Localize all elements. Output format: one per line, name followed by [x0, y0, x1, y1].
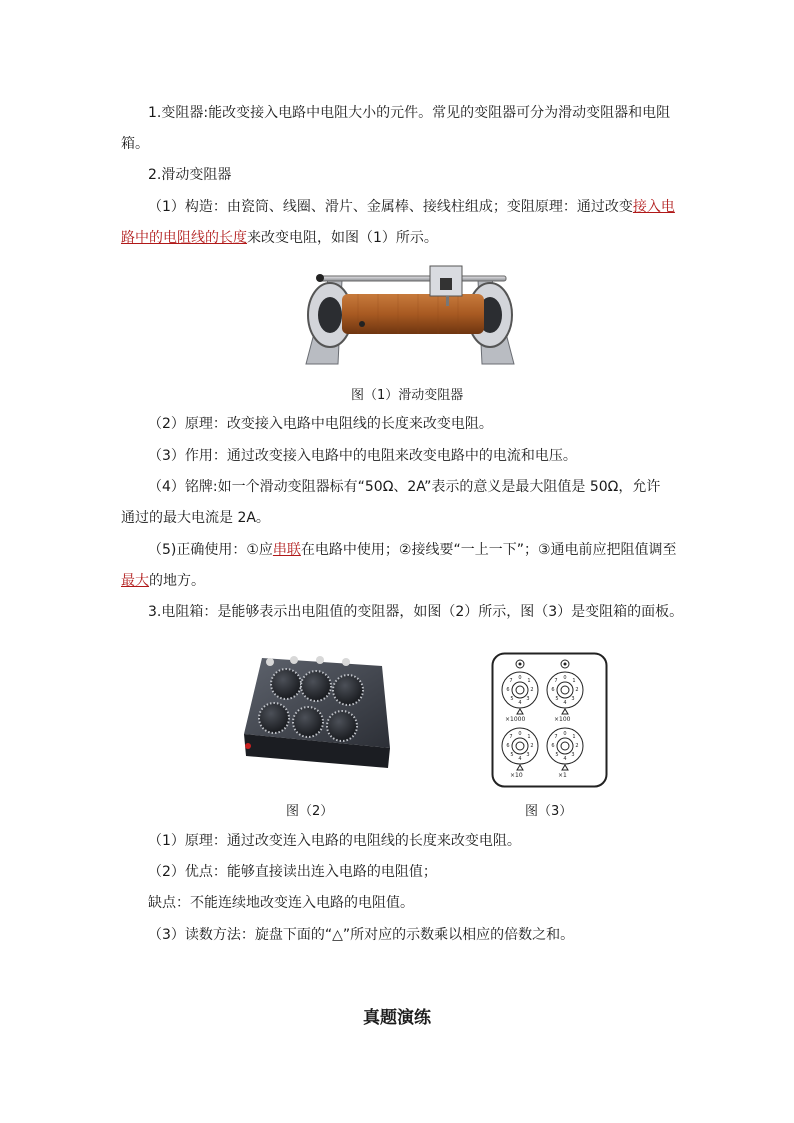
svg-text:1: 1 — [572, 734, 576, 740]
svg-text:6: 6 — [506, 743, 510, 749]
figure-3-caption: 图（3） — [525, 804, 573, 819]
multiplier-label: ×1000 — [505, 716, 526, 723]
svg-text:4: 4 — [563, 756, 567, 762]
svg-text:6: 6 — [551, 743, 555, 749]
paragraph-9: （1）原理：通过改变连入电路的电阻线的长度来改变电阻。 — [148, 833, 521, 849]
highlight-text: 串联 — [272, 542, 301, 558]
svg-text:4: 4 — [563, 700, 567, 706]
paragraph-3-text: （1）构造：由瓷筒、线圈、滑片、金属棒、接线柱组成；变阻原理：通过改变 — [148, 199, 633, 215]
svg-text:0: 0 — [518, 675, 522, 681]
paragraph-11: 缺点：不能连续地改变连入电路的电阻值。 — [148, 895, 414, 911]
svg-text:7: 7 — [554, 678, 558, 684]
svg-text:3: 3 — [571, 752, 575, 758]
multiplier-label: ×1 — [558, 772, 567, 779]
svg-text:4: 4 — [518, 756, 522, 762]
svg-text:3: 3 — [526, 696, 530, 702]
paragraph-7-text: （5)正确使用：①应 — [148, 542, 273, 558]
highlight-text: 接入电 — [632, 199, 675, 215]
multiplier-label: ×100 — [554, 716, 571, 723]
svg-text:0: 0 — [563, 731, 567, 737]
paragraph-2: 2.滑动变阻器 — [148, 167, 232, 183]
paragraph-1-line-1: 1.变阻器:能改变接入电路中电阻大小的元件。常见的变阻器可分为滑动变阻器和电阻 — [148, 105, 671, 121]
svg-text:7: 7 — [509, 678, 513, 684]
multiplier-label: ×10 — [510, 772, 523, 779]
highlight-text: 最大 — [121, 573, 149, 589]
paragraph-7-line-1 — [148, 540, 677, 560]
svg-text:6: 6 — [551, 687, 555, 693]
resistance-box-panel-figure — [491, 652, 608, 788]
paragraph-7-text: 在电路中使用；②接线要“一上一下”；③通电前应把阻值调至 — [300, 542, 677, 558]
figure-2-caption: 图（2） — [286, 804, 334, 819]
svg-text:3: 3 — [526, 752, 530, 758]
paragraph-5: （3）作用：通过改变接入电路中的电阻来改变电路中的电流和电压。 — [148, 448, 577, 464]
resistance-box-figure — [242, 648, 392, 772]
svg-text:7: 7 — [509, 734, 513, 740]
paragraph-3-line-1 — [148, 197, 675, 217]
svg-text:5: 5 — [510, 752, 514, 758]
paragraph-10: （2）优点：能够直接读出连入电路的电阻值； — [148, 864, 437, 880]
paragraph-7-line-2 — [121, 571, 205, 591]
svg-text:2: 2 — [575, 743, 579, 749]
paragraph-7-text: 的地方。 — [149, 573, 205, 589]
paragraph-3-text: 来改变电阻，如图（1）所示。 — [247, 230, 438, 246]
svg-text:5: 5 — [555, 752, 559, 758]
svg-text:2: 2 — [575, 687, 579, 693]
paragraph-1-line-2: 箱。 — [121, 136, 149, 152]
paragraph-4: （2）原理：改变接入电路中电阻线的长度来改变电阻。 — [148, 416, 493, 432]
section-title: 真题演练 — [363, 1008, 431, 1028]
svg-text:3: 3 — [571, 696, 575, 702]
paragraph-12: （3）读数方法：旋盘下面的“△”所对应的示数乘以相应的倍数之和。 — [148, 927, 575, 943]
svg-text:1: 1 — [527, 734, 531, 740]
paragraph-6-line-1: （4）铭牌:如一个滑动变阻器标有“50Ω、2A”表示的意义是最大阻值是 50Ω，允许 — [148, 479, 661, 495]
svg-text:2: 2 — [530, 743, 534, 749]
paragraph-3-line-2 — [121, 228, 438, 248]
sliding-rheostat-figure — [298, 260, 522, 372]
figure-1-caption: 图（1）滑动变阻器 — [351, 388, 464, 403]
svg-text:4: 4 — [518, 700, 522, 706]
highlight-text: 路中的电阻线的长度 — [121, 230, 247, 246]
svg-text:7: 7 — [554, 734, 558, 740]
svg-text:0: 0 — [518, 731, 522, 737]
svg-text:1: 1 — [572, 678, 576, 684]
svg-text:5: 5 — [510, 696, 514, 702]
paragraph-8: 3.电阻箱：是能够表示出电阻值的变阻器，如图（2）所示，图（3）是变阻箱的面板。 — [148, 604, 684, 620]
svg-text:0: 0 — [563, 675, 567, 681]
svg-text:5: 5 — [555, 696, 559, 702]
paragraph-6-line-2: 通过的最大电流是 2A。 — [121, 510, 270, 526]
svg-text:1: 1 — [527, 678, 531, 684]
svg-text:2: 2 — [530, 687, 534, 693]
svg-text:6: 6 — [506, 687, 510, 693]
